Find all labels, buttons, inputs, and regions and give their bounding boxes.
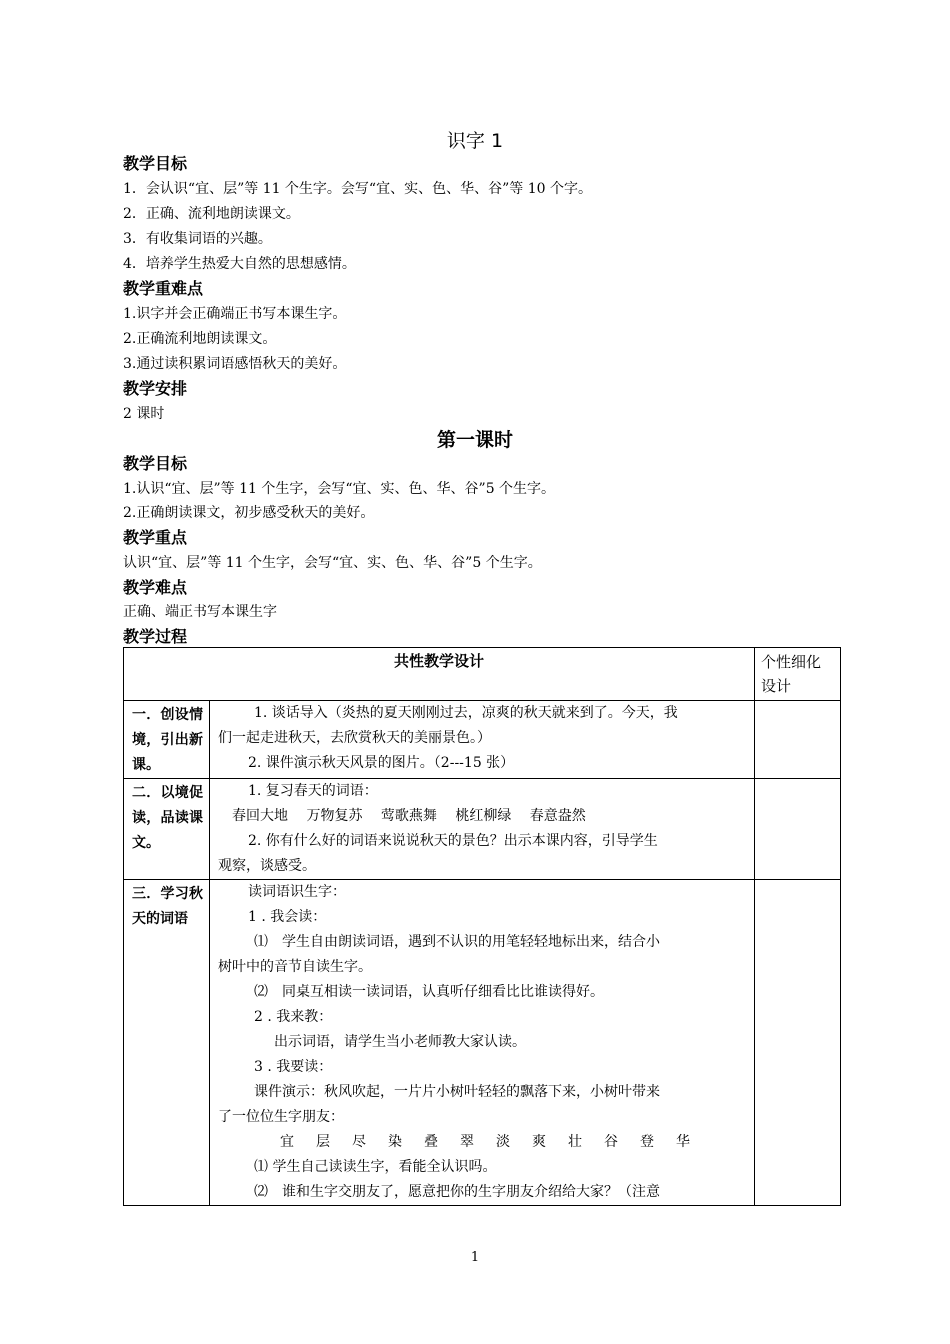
goal-item: 1．会认识“宜、层”等 11 个生字。会写“宜、实、色、华、谷”等 10 个字。 [123, 181, 592, 197]
goal-item: 2．正确、流利地朗读课文。 [123, 206, 300, 222]
personal-design-cell [755, 701, 841, 779]
content-line: 们一起走进秋天，去欣赏秋天的美丽景色。） [218, 730, 491, 746]
section-label: 三．学习秋天的词语 [124, 880, 210, 1206]
content-line: 3 . 我要读： [254, 1059, 333, 1075]
key-points-heading: 教学重难点 [123, 279, 204, 298]
focus-heading: 教学重点 [123, 528, 188, 547]
content-line: ⑴ 学生自己读读生字，看能全认识吗。 [254, 1159, 497, 1175]
header-personal-design: 个性细化设计 [755, 648, 841, 701]
new-characters-line: 宜 层 尽 染 叠 翠 淡 爽 壮 谷 登 华 [280, 1134, 694, 1150]
goal-item: 3．有收集词语的兴趣。 [123, 231, 272, 247]
section-content [210, 880, 755, 1206]
key-point-item: 1.识字并会正确端正书写本课生字。 [123, 306, 347, 322]
teaching-process-table [123, 647, 841, 1206]
content-line: 春回大地 万物复苏 莺歌燕舞 桃红柳绿 春意盎然 [232, 808, 586, 824]
process-heading: 教学过程 [123, 627, 188, 646]
focus-text: 认识“宜、层”等 11 个生字，会写“宜、实、色、华、谷”5 个生字。 [123, 555, 542, 571]
content-line: 2. 课件演示秋天风景的图片。（2---15 张） [248, 755, 515, 771]
content-line: 出示词语，请学生当小老师教大家认读。 [274, 1034, 526, 1050]
header-common-design: 共性教学设计 [124, 648, 755, 701]
document-title: 识字 1 [446, 130, 504, 152]
goals-heading: 教学目标 [123, 154, 188, 173]
table-header-row [124, 648, 841, 701]
difficulty-text: 正确、端正书写本课生字 [123, 604, 277, 620]
content-line: 读词语识生字： [248, 884, 346, 900]
schedule-heading: 教学安排 [123, 379, 188, 398]
key-point-item: 3.通过读积累词语感悟秋天的美好。 [123, 356, 347, 372]
content-line: ⑵ 谁和生字交朋友了，愿意把你的生字朋友介绍给大家？（注意 [254, 1184, 660, 1200]
section-content [210, 779, 755, 880]
page-number: 1 [470, 1250, 480, 1265]
content-line: 1. 谈话导入（炎热的夏天刚刚过去，凉爽的秋天就来到了。今天，我 [254, 705, 678, 721]
personal-design-cell [755, 880, 841, 1206]
lesson-goal-item: 1.认识“宜、层”等 11 个生字，会写“宜、实、色、华、谷”5 个生字。 [123, 481, 556, 497]
lesson-title: 第一课时 [436, 429, 513, 451]
schedule-text: 2 课时 [123, 406, 165, 422]
content-line: 树叶中的音节自读生字。 [218, 959, 372, 975]
content-line: 观察，谈感受。 [218, 858, 316, 874]
table-row [124, 701, 841, 779]
section-label: 一．创设情境，引出新课。 [124, 701, 210, 779]
content-line: 了一位位生字朋友： [218, 1109, 344, 1125]
lesson-goals-heading: 教学目标 [123, 454, 188, 473]
lesson-goal-item: 2.正确朗读课文，初步感受秋天的美好。 [123, 505, 375, 521]
table-row [124, 779, 841, 880]
goal-item: 4．培养学生热爱大自然的思想感情。 [123, 256, 356, 272]
personal-design-cell [755, 779, 841, 880]
content-line: 1. 复习春天的词语： [248, 783, 378, 799]
table-row [124, 880, 841, 1206]
section-label: 二．以境促读，品读课文。 [124, 779, 210, 880]
content-line: 课件演示：秋风吹起，一片片小树叶轻轻的飘落下来，小树叶带来 [254, 1084, 660, 1100]
content-line: ⑵ 同桌互相读一读词语，认真听仔细看比比谁读得好。 [254, 984, 604, 1000]
content-line: 2. 你有什么好的词语来说说秋天的景色？出示本课内容，引导学生 [248, 833, 658, 849]
content-line: ⑴ 学生自由朗读词语，遇到不认识的用笔轻轻地标出来，结合小 [254, 934, 660, 950]
content-line: 2 . 我来教： [254, 1009, 333, 1025]
difficulty-heading: 教学难点 [123, 578, 188, 597]
content-line: 1 . 我会读： [248, 909, 327, 925]
key-point-item: 2.正确流利地朗读课文。 [123, 331, 277, 347]
section-content [210, 701, 755, 779]
